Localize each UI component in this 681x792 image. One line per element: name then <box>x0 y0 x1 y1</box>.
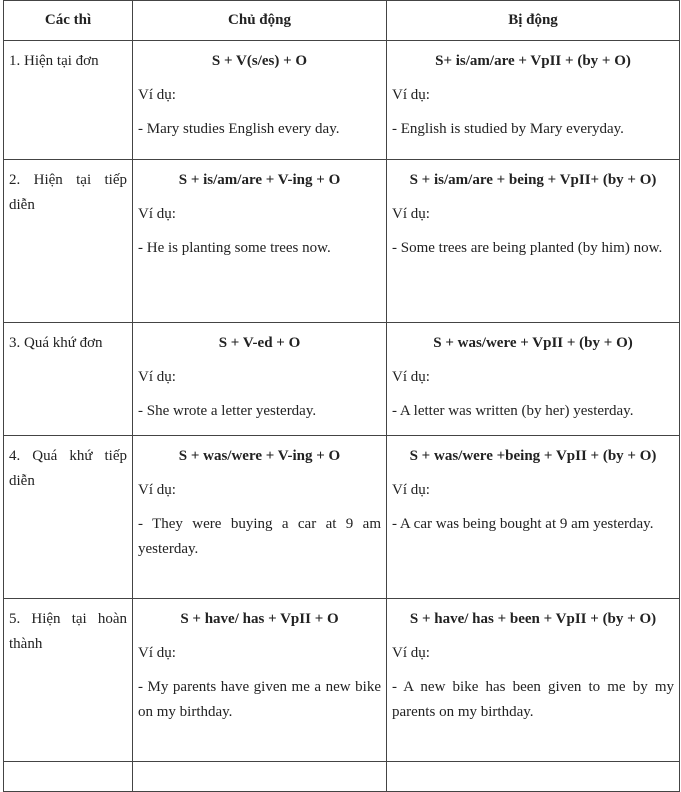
passive-formula: S + is/am/are + being + VpII+ (by + O) <box>409 172 657 188</box>
passive-formula: S + was/were +being + VpII + (by + O) <box>409 448 657 464</box>
table-row <box>4 599 680 762</box>
passive-cell <box>387 323 680 436</box>
passive-example: - English is studied by Mary everyday. <box>392 121 624 137</box>
header-row <box>4 1 680 41</box>
passive-cell <box>387 436 680 599</box>
tense-cell <box>4 41 133 160</box>
tense-label: 4. Quá khứ tiếp diễn <box>9 448 127 489</box>
passive-example-label: Ví dụ: <box>392 206 430 222</box>
passive-formula: S + have/ has + been + VpII + (by + O) <box>409 611 657 627</box>
active-formula: S + was/were + V-ing + O <box>178 448 341 464</box>
passive-example: - A new bike has been given to me by my parents on my birthday. <box>392 679 674 720</box>
active-example-label: Ví dụ: <box>138 206 176 222</box>
active-formula: S + V(s/es) + O <box>211 53 308 69</box>
passive-example: - A letter was written (by her) yesterday. <box>392 403 634 419</box>
active-example-label: Ví dụ: <box>138 645 176 661</box>
active-example: - Mary studies English every day. <box>138 121 340 137</box>
header-passive: Bị động <box>387 1 680 41</box>
active-cell <box>133 762 387 792</box>
passive-cell <box>387 762 680 792</box>
active-example: - My parents have given me a new bike on my birthday. <box>138 679 381 720</box>
header-active: Chủ động <box>133 1 387 41</box>
tense-label: 3. Quá khứ đơn <box>9 335 103 351</box>
tense-cell <box>4 160 133 323</box>
passive-formula: S+ is/am/are + VpII + (by + O) <box>435 53 631 69</box>
passive-cell <box>387 599 680 762</box>
tense-cell <box>4 762 133 792</box>
tense-cell <box>4 323 133 436</box>
passive-example: - A car was being bought at 9 am yesterday. <box>392 516 654 532</box>
tense-label: 1. Hiện tại đơn <box>9 53 99 69</box>
active-formula: S + have/ has + VpII + O <box>180 611 339 627</box>
grammar-table <box>3 0 680 792</box>
table-row <box>4 41 680 160</box>
passive-example-label: Ví dụ: <box>392 482 430 498</box>
passive-cell <box>387 160 680 323</box>
active-formula: S + is/am/are + V-ing + O <box>178 172 341 188</box>
active-example: - They were buying a car at 9 am yesterday. <box>138 516 381 557</box>
passive-example: - Some trees are being planted (by him) now. <box>392 240 663 256</box>
passive-example-label: Ví dụ: <box>392 645 430 661</box>
tense-label: 5. Hiện tại hoàn thành <box>9 611 127 652</box>
tense-cell <box>4 436 133 599</box>
passive-formula: S + was/were + VpII + (by + O) <box>433 335 633 351</box>
active-cell <box>133 436 387 599</box>
active-example-label: Ví dụ: <box>138 369 176 385</box>
tense-label: 2. Hiện tại tiếp diễn <box>9 172 127 213</box>
table-row <box>4 160 680 323</box>
passive-example-label: Ví dụ: <box>392 369 430 385</box>
header-tense: Các thì <box>4 1 133 41</box>
active-cell <box>133 41 387 160</box>
active-cell <box>133 160 387 323</box>
passive-example-label: Ví dụ: <box>392 87 430 103</box>
table-row-partial <box>4 762 680 792</box>
passive-cell <box>387 41 680 160</box>
active-example: - He is planting some trees now. <box>138 240 331 256</box>
active-example: - She wrote a letter yesterday. <box>138 403 317 419</box>
active-example-label: Ví dụ: <box>138 482 176 498</box>
active-cell <box>133 599 387 762</box>
active-cell <box>133 323 387 436</box>
table-row <box>4 436 680 599</box>
active-formula: S + V-ed + O <box>218 335 301 351</box>
table-row <box>4 323 680 436</box>
active-example-label: Ví dụ: <box>138 87 176 103</box>
tense-cell <box>4 599 133 762</box>
